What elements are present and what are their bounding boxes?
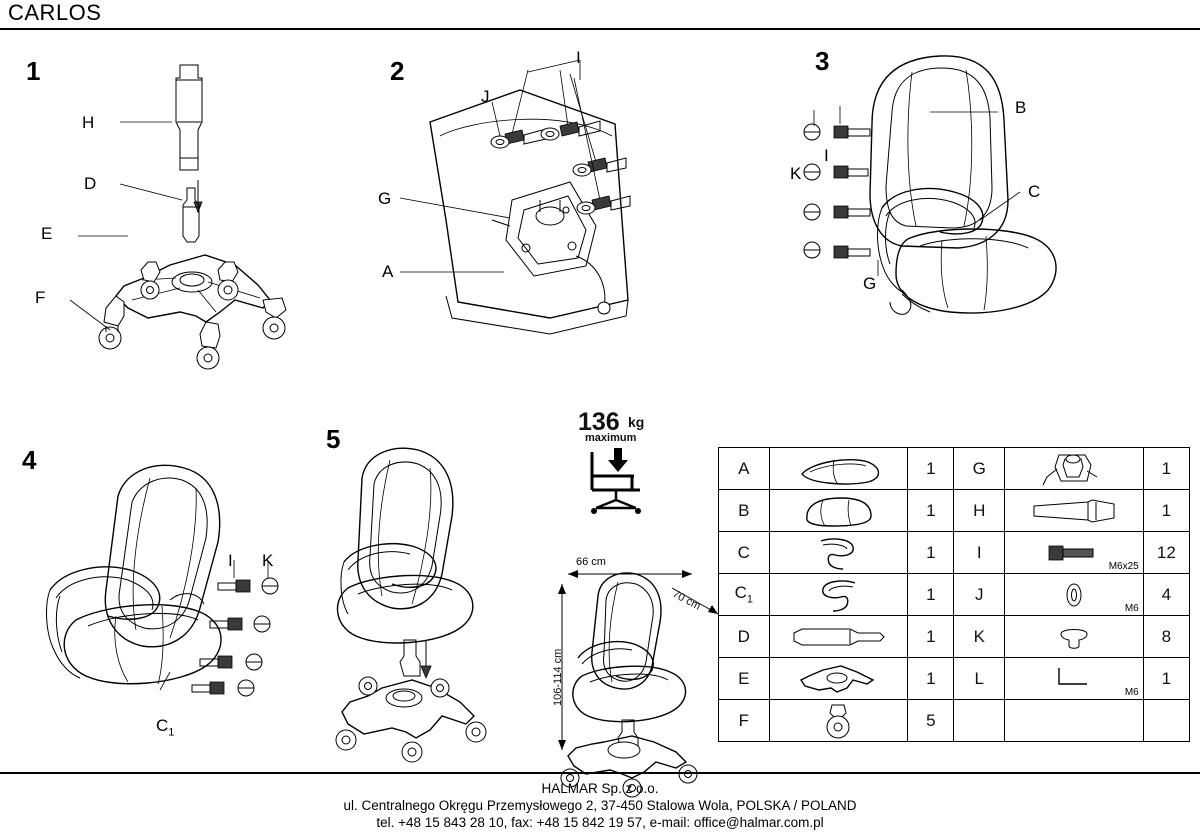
footer xyxy=(0,780,1200,831)
part-qty-L: 1 xyxy=(1143,658,1189,700)
part-image-B xyxy=(769,490,908,532)
part-image-E xyxy=(769,658,908,700)
part-image-L xyxy=(1005,658,1144,700)
part-image-C1 xyxy=(769,574,908,616)
part-code-I: I xyxy=(954,532,1005,574)
table-row xyxy=(719,532,1190,574)
part-image-empty xyxy=(1005,700,1144,742)
table-row xyxy=(719,658,1190,700)
step2-label-I: I xyxy=(576,48,581,67)
part-qty-I: 12 xyxy=(1143,532,1189,574)
step2-label-A: A xyxy=(382,262,394,281)
step1-label-F: F xyxy=(35,288,46,307)
part-code-empty xyxy=(954,700,1005,742)
step4-label-C1: $C_1$ xyxy=(156,716,175,739)
weight-limit-unit: kg xyxy=(628,414,645,430)
table-row xyxy=(719,490,1190,532)
page-title: CARLOS xyxy=(8,0,102,25)
step1-label-E: E xyxy=(41,224,53,243)
part-image-D xyxy=(769,616,908,658)
part-image-K xyxy=(1005,616,1144,658)
step-number-4: 4 xyxy=(22,445,37,475)
table-row xyxy=(719,616,1190,658)
part-note-I: M6x25 xyxy=(1108,561,1139,572)
footer-divider xyxy=(0,772,1200,774)
part-code-H: H xyxy=(954,490,1005,532)
part-image-F xyxy=(769,700,908,742)
step3-label-B: B xyxy=(1015,98,1027,117)
part-qty-D: 1 xyxy=(908,616,954,658)
step2-figure xyxy=(400,50,690,340)
step1-label-H: H xyxy=(82,113,95,132)
step2-label-J: J xyxy=(481,87,490,106)
part-image-A xyxy=(769,448,908,490)
table-row xyxy=(719,700,1190,742)
weight-limit-value: 136 xyxy=(578,408,620,436)
header-divider xyxy=(0,28,1200,30)
part-code-F: F xyxy=(719,700,770,742)
dimension-arrows xyxy=(540,550,740,760)
part-code-C: C xyxy=(719,532,770,574)
table-row xyxy=(719,448,1190,490)
part-qty-H: 1 xyxy=(1143,490,1189,532)
table-row xyxy=(719,574,1190,616)
footer-address: ul. Centralnego Okręgu Przemysłowego 2, 37-450 Stalowa Wola, POLSKA / POLAND xyxy=(343,798,857,813)
part-code-A: A xyxy=(719,448,770,490)
step2-label-G: G xyxy=(378,189,392,208)
part-code-E: E xyxy=(719,658,770,700)
step4-label-I: I xyxy=(228,551,233,570)
part-qty-K: 8 xyxy=(1143,616,1189,658)
part-image-C xyxy=(769,532,908,574)
step-number-5: 5 xyxy=(326,424,341,454)
step3-label-C: C xyxy=(1028,182,1041,201)
step3-label-I: I xyxy=(824,146,829,165)
part-code-B: B xyxy=(719,490,770,532)
step-number-3: 3 xyxy=(815,46,830,76)
dimension-depth-label: 70 cm xyxy=(670,588,703,613)
step1-label-D: D xyxy=(84,174,97,193)
parts-list-table xyxy=(718,447,1190,742)
part-code-C1: $C_1$ xyxy=(719,574,770,616)
part-code-D: D xyxy=(719,616,770,658)
part-qty-G: 1 xyxy=(1143,448,1189,490)
step-number-2: 2 xyxy=(390,56,405,86)
part-qty-J: 4 xyxy=(1143,574,1189,616)
part-code-K: K xyxy=(954,616,1005,658)
dimension-height-label: 106-114 cm xyxy=(552,648,564,706)
step-number-1: 1 xyxy=(26,56,41,86)
step3-label-K: K xyxy=(790,164,802,183)
step1-figure xyxy=(20,50,350,340)
weight-limit-note: maximum xyxy=(585,432,637,444)
part-qty-B: 1 xyxy=(908,490,954,532)
step3-figure xyxy=(790,40,1110,330)
part-qty-empty xyxy=(1143,700,1189,742)
step5-figure xyxy=(330,440,530,750)
part-image-I xyxy=(1005,532,1144,574)
part-qty-C1: 1 xyxy=(908,574,954,616)
part-image-G xyxy=(1005,448,1144,490)
step3-label-G: G xyxy=(863,274,877,293)
footer-contact: tel. +48 15 843 28 10, fax: +48 15 842 19 57, e-mail: office@halmar.com.pl xyxy=(376,815,824,830)
step4-label-K: K xyxy=(262,551,274,570)
part-qty-E: 1 xyxy=(908,658,954,700)
part-code-G: G xyxy=(954,448,1005,490)
part-qty-C: 1 xyxy=(908,532,954,574)
part-qty-F: 5 xyxy=(908,700,954,742)
part-note-L: M6 xyxy=(1124,687,1139,698)
step4-figure xyxy=(20,450,320,740)
dimension-width-label: 66 cm xyxy=(576,556,606,568)
part-qty-A: 1 xyxy=(908,448,954,490)
part-code-L: L xyxy=(954,658,1005,700)
part-image-H xyxy=(1005,490,1144,532)
part-note-J: M6 xyxy=(1124,603,1139,614)
weight-chair-icon xyxy=(572,446,672,516)
part-code-J: J xyxy=(954,574,1005,616)
footer-company: HALMAR Sp. z o.o. xyxy=(541,781,659,796)
part-image-J xyxy=(1005,574,1144,616)
